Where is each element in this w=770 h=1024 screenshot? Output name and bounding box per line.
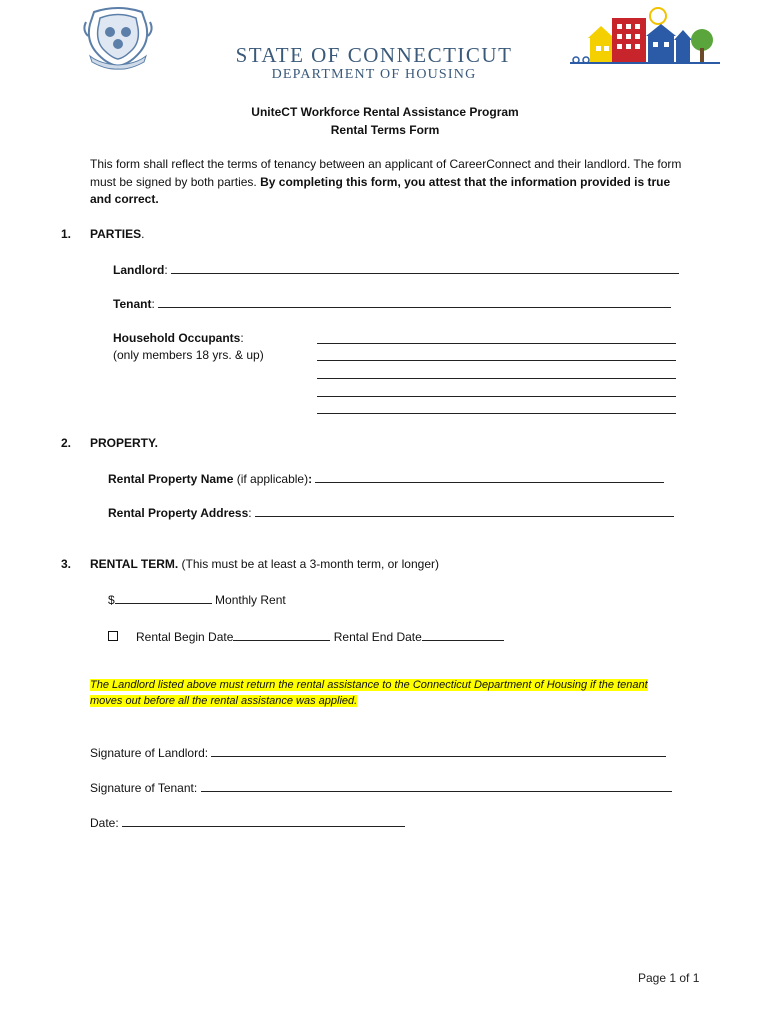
intro-attestation: By completing this form, you attest that the information provided is true and correct.	[90, 174, 671, 206]
tenant-input-line[interactable]	[158, 296, 671, 308]
monthly-rent-input-line[interactable]	[115, 592, 212, 604]
connecticut-seal-icon	[80, 6, 156, 70]
page-number: Page 1 of 1	[638, 971, 700, 985]
monthly-rent-label: Monthly Rent	[211, 593, 286, 607]
date-field	[90, 815, 405, 830]
section-3-number: 3.	[61, 557, 72, 571]
begin-date-input-line[interactable]	[233, 629, 330, 641]
property-name-colon: :	[308, 472, 313, 486]
landlord-colon: :	[164, 263, 168, 277]
property-address-label: Rental Property Address	[108, 506, 249, 520]
occupants-field	[113, 331, 244, 345]
agency-state-name: STATE OF CONNECTICUT	[235, 43, 513, 67]
rental-term-title: RENTAL TERM.	[90, 557, 179, 571]
section-parties-heading	[90, 227, 144, 241]
section-1-number: 1.	[61, 227, 72, 241]
form-title: Rental Terms Form	[330, 123, 440, 137]
occupants-note: (only members 18 yrs. & up)	[113, 348, 264, 362]
date-input-line[interactable]	[122, 815, 405, 827]
section-parties-period: .	[141, 227, 145, 241]
rental-dates-checkbox[interactable]	[108, 631, 118, 641]
landlord-signature-label: Signature of Landlord:	[90, 746, 212, 760]
tenant-colon: :	[151, 297, 155, 311]
section-parties-title: PARTIES	[90, 227, 142, 241]
tenant-signature-line[interactable]	[201, 780, 672, 792]
agency-department-name: DEPARTMENT OF HOUSING	[271, 67, 477, 82]
agency-name	[216, 44, 532, 83]
section-2-number: 2.	[61, 436, 72, 450]
tenant-label: Tenant	[113, 297, 152, 311]
intro-text: This form shall reflect the terms of tenancy between an applicant of CareerConnect and their landlord. The form must be signed by both parties.	[90, 157, 682, 189]
rental-dates-field	[108, 629, 504, 644]
rental-term-note: (This must be at least a 3-month term, or longer)	[178, 557, 439, 571]
tenant-signature-label: Signature of Tenant:	[90, 781, 201, 795]
date-label: Date:	[90, 816, 123, 830]
property-address-input-line[interactable]	[255, 505, 674, 517]
town-buildings-logo-icon	[566, 4, 722, 68]
intro-paragraph	[90, 156, 690, 209]
occupants-label: Household Occupants	[113, 331, 241, 345]
occupant-line-5[interactable]	[317, 413, 676, 414]
landlord-input-line[interactable]	[171, 262, 679, 274]
occupant-line-2[interactable]	[317, 360, 676, 361]
monthly-rent-field	[108, 592, 286, 607]
occupant-line-3[interactable]	[317, 378, 676, 379]
landlord-notice	[90, 677, 678, 709]
end-date-label: Rental End Date	[330, 630, 422, 644]
occupants-colon: :	[240, 331, 244, 345]
property-name-label: Rental Property Name	[108, 472, 234, 486]
property-name-field	[108, 471, 664, 486]
property-name-note: (if applicable)	[233, 472, 309, 486]
landlord-field	[113, 262, 679, 277]
section-rental-term-heading	[90, 557, 439, 571]
section-property-heading: PROPERTY.	[90, 436, 159, 450]
property-address-field	[108, 505, 674, 520]
tenant-field	[113, 296, 671, 311]
property-address-colon: :	[248, 506, 252, 520]
landlord-signature-line[interactable]	[211, 745, 666, 757]
end-date-input-line[interactable]	[422, 629, 504, 641]
begin-date-label: Rental Begin Date	[136, 630, 234, 644]
occupant-line-4[interactable]	[317, 396, 676, 397]
tenant-signature-field	[90, 780, 672, 795]
landlord-label: Landlord	[113, 263, 165, 277]
form-program-title: UniteCT Workforce Rental Assistance Program	[251, 105, 519, 119]
property-name-input-line[interactable]	[315, 471, 664, 483]
occupant-line-1[interactable]	[317, 343, 676, 344]
landlord-notice-text: The Landlord listed above must return the rental assistance to the Connecticut Department of Housing if the tenant moves out before all the rental assistance was applied.	[90, 679, 648, 707]
dollar-sign: $	[108, 593, 115, 607]
landlord-signature-field	[90, 745, 666, 760]
